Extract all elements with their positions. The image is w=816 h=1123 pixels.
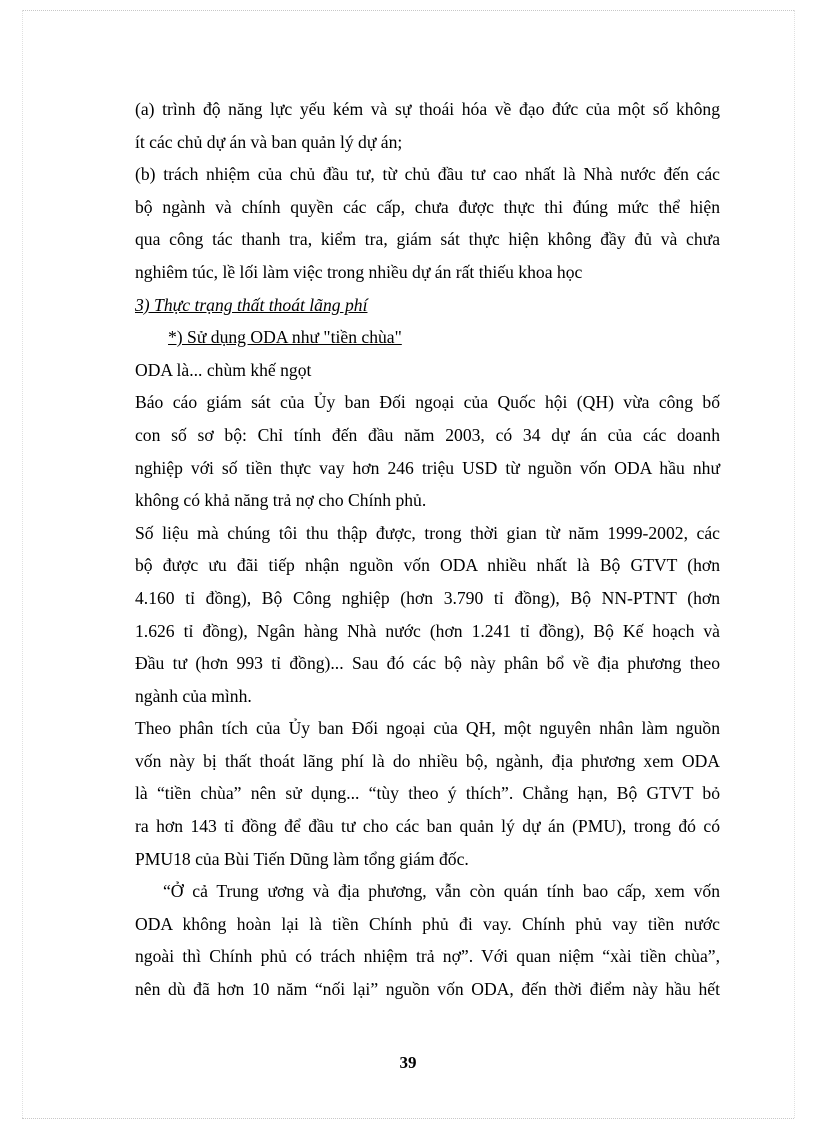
paragraph-line: (b) trách nhiệm của chủ đầu tư, từ chủ đầu tư cao nhất là Nhà nước đến các — [135, 164, 720, 185]
section-heading-text: 3) Thực trạng thất thoát lãng phí — [135, 294, 368, 315]
paragraph-line: là “tiền chùa” nên sử dụng... “tùy theo ý thích”. Chẳng hạn, Bộ GTVT bỏ — [135, 783, 720, 804]
paragraph-line: qua công tác thanh tra, kiểm tra, giám sát thực hiện không đầy đủ và chưa — [135, 229, 720, 250]
paragraph-line: Đầu tư (hơn 993 tỉ đồng)... Sau đó các bộ này phân bổ về địa phương theo — [135, 653, 720, 674]
page-frame-right — [794, 10, 795, 1118]
paragraph-line: Số liệu mà chúng tôi thu thập được, trong thời gian từ năm 1999-2002, các — [135, 522, 720, 543]
subsection-heading-text: *) Sử dụng ODA như "tiền chùa" — [168, 327, 402, 348]
page-number: 39 — [399, 1053, 417, 1072]
paragraph-line: không có khả năng trả nợ cho Chính phủ. — [135, 490, 427, 511]
paragraph-line: Theo phân tích của Ủy ban Đối ngoại của QH, một nguyên nhân làm nguồn — [135, 718, 720, 739]
paragraph-line: nghiêm túc, lề lối làm việc trong nhiều dự án rất thiếu khoa học — [135, 261, 583, 282]
paragraph-line: ít các chủ dự án và ban quản lý dự án; — [135, 131, 403, 152]
paragraph-line: bộ được ưu đãi tiếp nhận nguồn vốn ODA nhiều nhất là Bộ GTVT (hơn — [135, 555, 720, 576]
paragraph-line: “Ở cả Trung ương và địa phương, vẫn còn quán tính bao cấp, xem vốn — [163, 881, 720, 902]
page-frame-bottom — [22, 1118, 794, 1119]
document-body — [135, 93, 720, 1006]
paragraph-line: vốn này bị thất thoát lãng phí là do nhiều bộ, ngành, địa phương xem ODA — [135, 750, 720, 771]
paragraph-line: nên dù đã hơn 10 năm “nối lại” nguồn vốn ODA, đến thời điểm này hầu hết — [135, 979, 720, 1000]
paragraph-line: (a) trình độ năng lực yếu kém và sự thoái hóa về đạo đức của một số không — [135, 99, 720, 119]
paragraph-line: PMU18 của Bùi Tiến Dũng làm tổng giám đốc. — [135, 848, 469, 869]
paragraph-line: ODA không hoàn lại là tiền Chính phủ đi vay. Chính phủ vay tiền nước — [135, 913, 720, 934]
page-frame-left — [22, 10, 23, 1118]
paragraph-line: Báo cáo giám sát của Ủy ban Đối ngoại của Quốc hội (QH) vừa công bố — [135, 392, 720, 413]
paragraph-line: ngành của mình. — [135, 685, 252, 706]
page-frame-top — [22, 10, 794, 11]
section-heading — [135, 289, 720, 322]
paragraph-line: bộ ngành và chính quyền các cấp, chưa được thực thi đúng mức thể hiện — [135, 196, 720, 217]
paragraph-line: 4.160 tỉ đồng), Bộ Công nghiệp (hơn 3.790 tỉ đồng), Bộ NN-PTNT (hơn — [135, 587, 720, 608]
paragraph-line: con số sơ bộ: Chỉ tính đến đầu năm 2003, có 34 dự án của các doanh — [135, 424, 720, 445]
paragraph-line: ngoài thì Chính phủ có trách nhiệm trả nợ”. Với quan niệm “xài tiền chùa”, — [135, 946, 720, 967]
paragraph-line: 1.626 tỉ đồng), Ngân hàng Nhà nước (hơn 1.241 tỉ đồng), Bộ Kế hoạch và — [135, 620, 720, 641]
paragraph-line: nghiệp với số tiền thực vay hơn 246 triệu USD từ nguồn vốn ODA hầu như — [135, 457, 720, 478]
subsection-heading — [135, 321, 720, 354]
paragraph-line: ODA là... chùm khế ngọt — [135, 359, 312, 380]
paragraph-line: ra hơn 143 tỉ đồng để đầu tư cho các ban quản lý dự án (PMU), trong đó có — [135, 816, 720, 837]
